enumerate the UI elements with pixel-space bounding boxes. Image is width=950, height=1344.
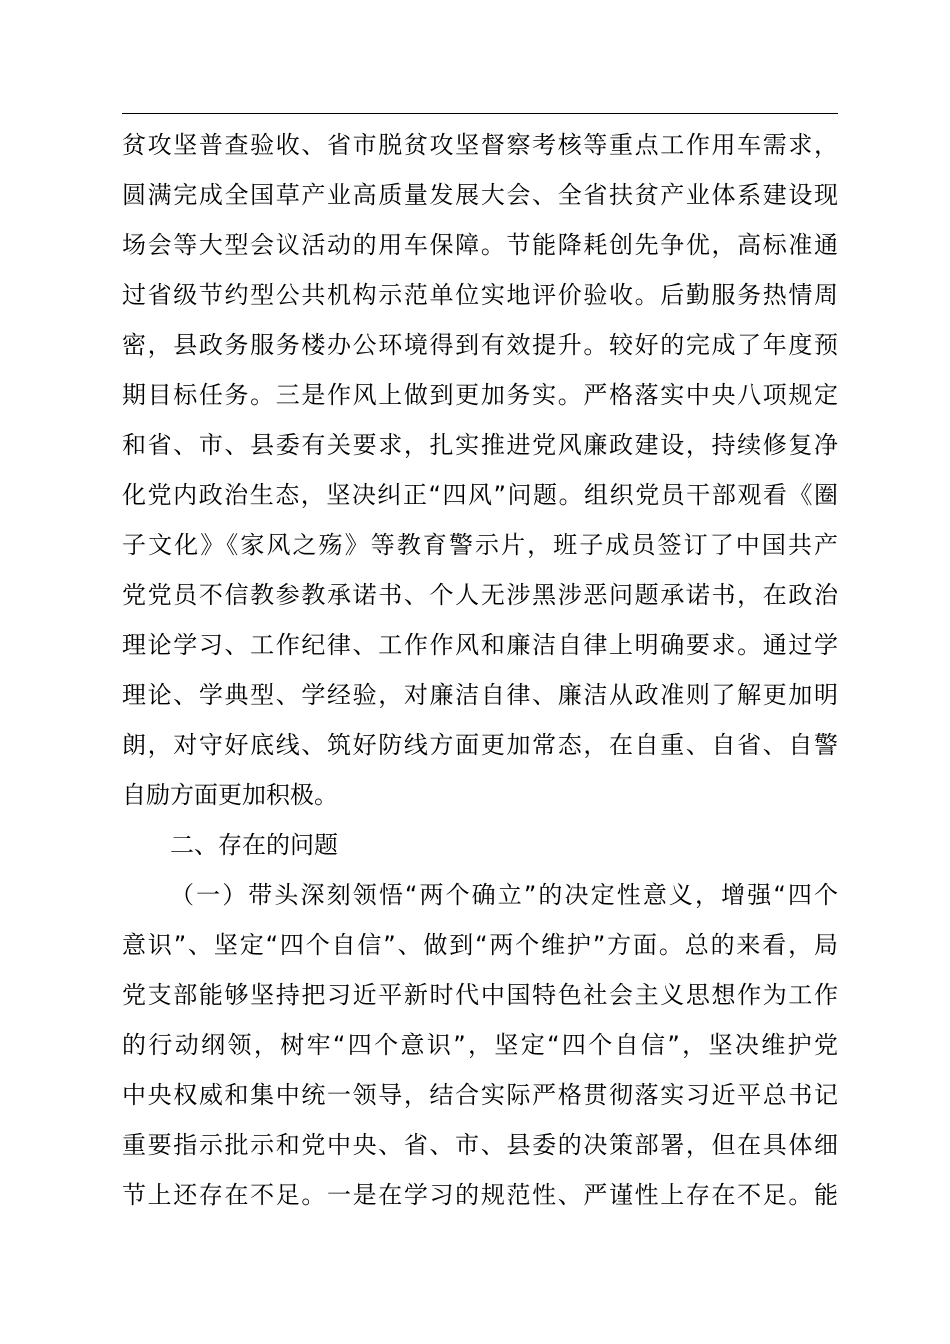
text-line: 和省、市、县委有关要求，扎实推进党风廉政建设，持续修复净 — [122, 431, 838, 459]
text-line: 党党员不信教参教承诺书、个人无涉黑涉恶问题承诺书，在政治 — [122, 581, 838, 609]
text-line: 化党内政治生态，坚决纠正“四风”问题。组织党员干部观看《圈 — [122, 481, 838, 509]
text-line: 过省级节约型公共机构示范单位实地评价验收。后勤服务热情周 — [122, 281, 838, 309]
section-heading: 二、存在的问题 — [170, 831, 338, 859]
text-line: 节上还存在不足。一是在学习的规范性、严谨性上存在不足。能 — [122, 1181, 838, 1209]
header-rule — [122, 113, 838, 114]
text-line: 的行动纲领，树牢“四个意识”，坚定“四个自信”，坚决维护党 — [122, 1031, 838, 1059]
text-line: 贫攻坚普查验收、省市脱贫攻坚督察考核等重点工作用车需求， — [122, 131, 838, 159]
text-line: 重要指示批示和党中央、省、市、县委的决策部署，但在具体细 — [122, 1131, 838, 1159]
text-line: 场会等大型会议活动的用车保障。节能降耗创先争优，高标准通 — [122, 231, 838, 259]
text-line: 理论学习、工作纪律、工作作风和廉洁自律上明确要求。通过学 — [122, 631, 838, 659]
text-line: 理论、学典型、学经验，对廉洁自律、廉洁从政准则了解更加明 — [122, 681, 838, 709]
document-body — [122, 120, 838, 1220]
text-line: 子文化》《家风之殇》等教育警示片，班子成员签订了中国共产 — [122, 531, 838, 559]
text-line: 中央权威和集中统一领导，结合实际严格贯彻落实习近平总书记 — [122, 1081, 838, 1109]
text-line: 密，县政务服务楼办公环境得到有效提升。较好的完成了年度预 — [122, 331, 838, 359]
text-line: 圆满完成全国草产业高质量发展大会、全省扶贫产业体系建设现 — [122, 181, 838, 209]
text-line: 党支部能够坚持把习近平新时代中国特色社会主义思想作为工作 — [122, 981, 838, 1009]
text-line: 期目标任务。三是作风上做到更加务实。严格落实中央八项规定 — [122, 381, 838, 409]
text-line: 自励方面更加积极。 — [122, 781, 338, 809]
subsection-first-line: （一）带头深刻领悟“两个确立”的决定性意义，增强“四个 — [170, 881, 838, 909]
text-line: 朗，对守好底线、筑好防线方面更加常态，在自重、自省、自警 — [122, 731, 838, 759]
text-line: 意识”、坚定“四个自信”、做到“两个维护”方面。总的来看，局 — [122, 931, 838, 959]
